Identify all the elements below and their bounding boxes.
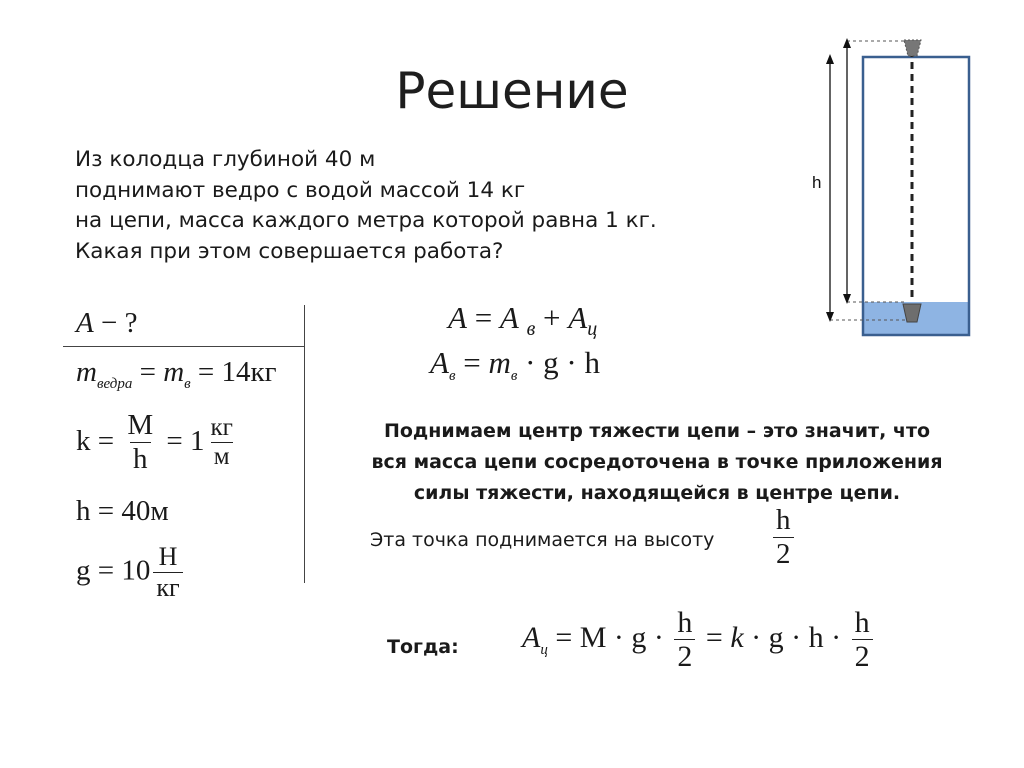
page-title: Решение [395, 62, 629, 120]
problem-line: Какая при этом совершается работа? [75, 238, 504, 264]
work-symbol: A [76, 307, 94, 339]
final-frac-1-den: 2 [674, 639, 695, 675]
f2-A: A [430, 345, 449, 380]
formula-A-b: A [499, 300, 519, 335]
final-part1: = M · g · [547, 621, 672, 655]
final-part2: = [698, 621, 731, 655]
mass-symbol: m [76, 356, 97, 388]
given-horizontal-divider [63, 346, 304, 347]
formula-eq: = [466, 300, 500, 335]
well-outline [863, 57, 969, 335]
final-frac-1-num: h [677, 606, 693, 639]
final-frac-2-num: h [854, 606, 870, 639]
mass-symbol-2: m [163, 356, 185, 388]
half-height-frac [773, 505, 794, 571]
final-A: A [522, 621, 541, 655]
bucket-work-formula [430, 345, 600, 385]
k-unit-numerator: кг [210, 414, 233, 442]
f2-m: m [488, 345, 511, 380]
final-frac-2 [852, 606, 873, 675]
given-vertical-divider [304, 305, 305, 583]
given-unknown [76, 307, 137, 340]
height-arrow-inner-top [843, 38, 851, 48]
problem-statement [75, 145, 657, 267]
explanation-line: силы тяжести, находящейся в центре цепи. [413, 482, 901, 504]
formula-A: A [448, 300, 467, 335]
g-lhs: g = 10 [76, 554, 151, 587]
final-part3: · g · h · [743, 621, 849, 655]
final-frac-2-den: 2 [852, 639, 873, 675]
g-unit-denominator: кг [153, 572, 182, 603]
final-frac-1 [674, 606, 695, 675]
problem-line: на цепи, масса каждого метра которой равна 1 кг. [75, 208, 657, 233]
height-arrow-outer-top [826, 54, 834, 64]
final-formula [522, 606, 876, 675]
explanation-line: вся масса цепи сосредоточена в точке приложения [371, 451, 943, 473]
well-diagram [800, 30, 980, 350]
given-k [76, 410, 239, 476]
problem-line: Из колодца глубиной 40 м [75, 147, 376, 172]
f2-sub-b: в [448, 368, 456, 384]
f2-sub-m: в [510, 368, 518, 384]
height-label: h [812, 173, 822, 192]
f2-eq: = [455, 345, 489, 380]
half-height-numerator: h [776, 504, 791, 536]
bucket-top [904, 40, 921, 56]
g-unit-numerator: Н [158, 542, 178, 571]
mass-subscript-bucket: ведра [96, 376, 133, 392]
k-unit-fraction [208, 414, 236, 471]
formula-plus: + [535, 300, 569, 335]
then-label: Тогда: [387, 636, 459, 658]
final-sub-c: ц [540, 642, 548, 659]
half-height-denominator: 2 [773, 537, 794, 571]
given-g [76, 543, 186, 602]
center-of-mass-explanation [360, 416, 954, 509]
explanation-line: Поднимаем центр тяжести цепи – это значит, что [383, 420, 931, 442]
given-h: h = 40м [76, 495, 169, 527]
formula-A-c: A [568, 300, 588, 335]
mass-value: = 14кг [190, 356, 277, 388]
given-mass [76, 356, 277, 393]
k-unit-denominator: м [211, 442, 233, 472]
equals-sign: = [132, 356, 164, 388]
formula-sub-b: в [526, 318, 536, 340]
k-mid: = 1 [159, 424, 205, 457]
g-unit-fraction [153, 543, 182, 602]
formula-sub-c: ц [587, 318, 598, 340]
k-lhs: k = [76, 424, 122, 457]
k-fraction [124, 410, 156, 476]
k-denominator: h [130, 442, 151, 476]
mass-subscript-b: в [184, 376, 191, 392]
problem-line: поднимают ведро с водой массой 14 кг [75, 177, 526, 203]
work-sum-formula [448, 300, 597, 341]
final-k: k [730, 621, 744, 655]
f2-rest: · g · h [517, 345, 600, 380]
k-numerator: M [127, 409, 154, 441]
unknown-rest: − ? [93, 307, 138, 339]
half-height-fraction [770, 505, 797, 571]
height-note: Эта точка поднимается на высоту [370, 529, 715, 551]
